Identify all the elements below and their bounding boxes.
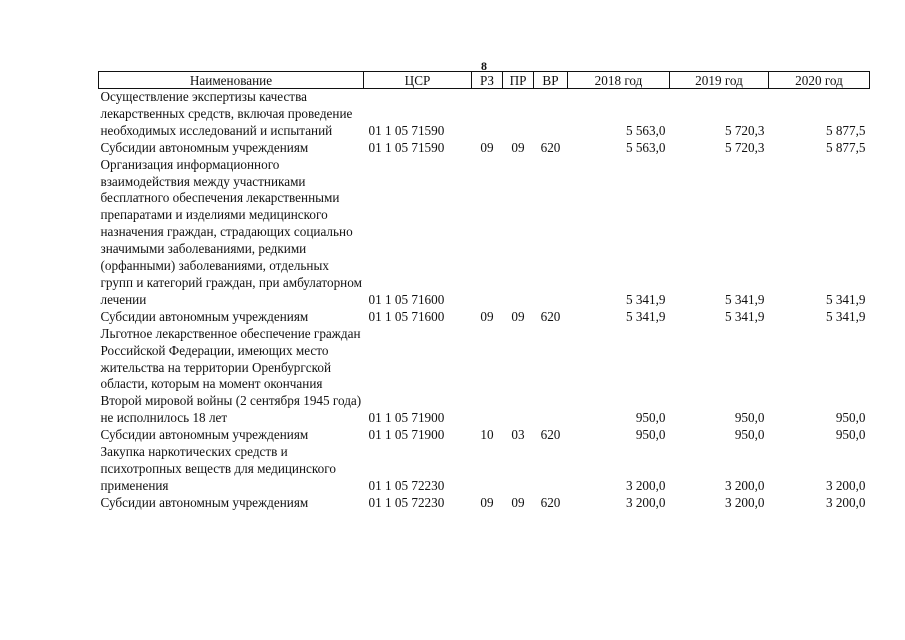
row-2020: 3 200,0: [825, 494, 866, 510]
row-rz: 09: [480, 139, 494, 155]
budget-table: [98, 71, 870, 512]
row-csr: 01 1 05 71600: [368, 291, 445, 307]
table-row: [99, 309, 870, 326]
row-vr: 620: [540, 308, 561, 324]
col-header-name: Наименование: [99, 72, 364, 89]
row-2019: 5 341,9: [724, 308, 765, 324]
row-name: Субсидии автономным учреждениям: [100, 139, 309, 155]
row-2018: 950,0: [635, 427, 666, 443]
row-rz: [472, 444, 503, 495]
col-header-vr: ВР: [534, 72, 568, 89]
page-number: 8: [481, 59, 487, 73]
table-header-row: [99, 72, 870, 89]
row-2018: 3 200,0: [625, 477, 666, 493]
col-header-pr: ПР: [503, 72, 534, 89]
row-vr: 620: [540, 494, 561, 510]
row-vr: [534, 326, 568, 427]
row-csr: 01 1 05 71600: [368, 308, 445, 324]
table-row: [99, 495, 870, 512]
row-rz: 10: [480, 427, 494, 443]
row-rz: [472, 157, 503, 309]
row-pr: [503, 157, 534, 309]
row-name: Субсидии автономным учреждениям: [100, 494, 309, 510]
col-header-csr: ЦСР: [364, 72, 472, 89]
row-pr: 09: [511, 308, 525, 324]
col-header-2018: 2018 год: [568, 72, 670, 89]
row-vr: [534, 444, 568, 495]
row-vr: 620: [540, 139, 561, 155]
row-vr: 620: [540, 427, 561, 443]
row-2018: 5 341,9: [625, 291, 666, 307]
table-row: [99, 427, 870, 444]
row-pr: 03: [511, 427, 525, 443]
col-header-2020: 2020 год: [769, 72, 870, 89]
row-2020: 3 200,0: [825, 477, 866, 493]
row-2019: 950,0: [734, 427, 765, 443]
row-name: Субсидии автономным учреждениям: [100, 308, 309, 324]
row-name: Осуществление экспертизы качества лекарственных средств, включая проведение необходимых исследований и испытаний: [100, 89, 353, 138]
table-row: [99, 444, 870, 495]
row-name: Закупка наркотических средств и психотропных веществ для медицинского применения: [100, 444, 336, 493]
row-2020: 5 877,5: [825, 139, 866, 155]
row-csr: 01 1 05 71590: [368, 139, 445, 155]
row-2019: 950,0: [734, 410, 765, 426]
row-name: Субсидии автономным учреждениям: [100, 427, 309, 443]
row-rz: [472, 89, 503, 140]
table-row: [99, 326, 870, 427]
table-row: [99, 157, 870, 309]
row-2019: 3 200,0: [724, 477, 765, 493]
row-rz: 09: [480, 494, 494, 510]
row-name: Льготное лекарственное обеспечение граждан Российской Федерации, имеющих место жительства на территории Оренбургской области, которым на момент окончания Второй мировой войны (2 сентября 1945 года) не исполнилось 18 лет: [100, 325, 362, 426]
row-csr: 01 1 05 71590: [368, 122, 445, 138]
row-csr: 01 1 05 72230: [368, 477, 445, 493]
row-2018: 5 563,0: [625, 122, 666, 138]
row-pr: [503, 89, 534, 140]
row-pr: [503, 326, 534, 427]
row-csr: 01 1 05 72230: [368, 494, 445, 510]
row-2018: 950,0: [635, 410, 666, 426]
row-2019: 3 200,0: [724, 494, 765, 510]
row-pr: 09: [511, 494, 525, 510]
row-2020: 950,0: [835, 427, 866, 443]
row-name: Организация информационного взаимодействия между участниками бесплатного обеспечения лекарственными препаратами и изделиями медицинского назначения граждан, страдающих социально значимыми заболеваниями, редкими (орфанными) заболеваниями, отдельных групп и категорий граждан, при амбулаторном лечении: [100, 156, 362, 307]
row-2019: 5 720,3: [724, 139, 765, 155]
table-row: [99, 89, 870, 140]
col-header-rz: РЗ: [472, 72, 503, 89]
row-pr: 09: [511, 139, 525, 155]
row-2018: 3 200,0: [625, 494, 666, 510]
row-2018: 5 563,0: [625, 139, 666, 155]
row-2019: 5 341,9: [724, 291, 765, 307]
table-row: [99, 140, 870, 157]
row-csr: 01 1 05 71900: [368, 427, 445, 443]
row-pr: [503, 444, 534, 495]
row-rz: 09: [480, 308, 494, 324]
row-2020: 5 877,5: [825, 122, 866, 138]
row-2018: 5 341,9: [625, 308, 666, 324]
row-vr: [534, 89, 568, 140]
row-2020: 950,0: [835, 410, 866, 426]
row-2019: 5 720,3: [724, 122, 765, 138]
col-header-2019: 2019 год: [670, 72, 769, 89]
row-2020: 5 341,9: [825, 291, 866, 307]
row-vr: [534, 157, 568, 309]
row-2020: 5 341,9: [825, 308, 866, 324]
row-csr: 01 1 05 71900: [368, 410, 445, 426]
row-rz: [472, 326, 503, 427]
